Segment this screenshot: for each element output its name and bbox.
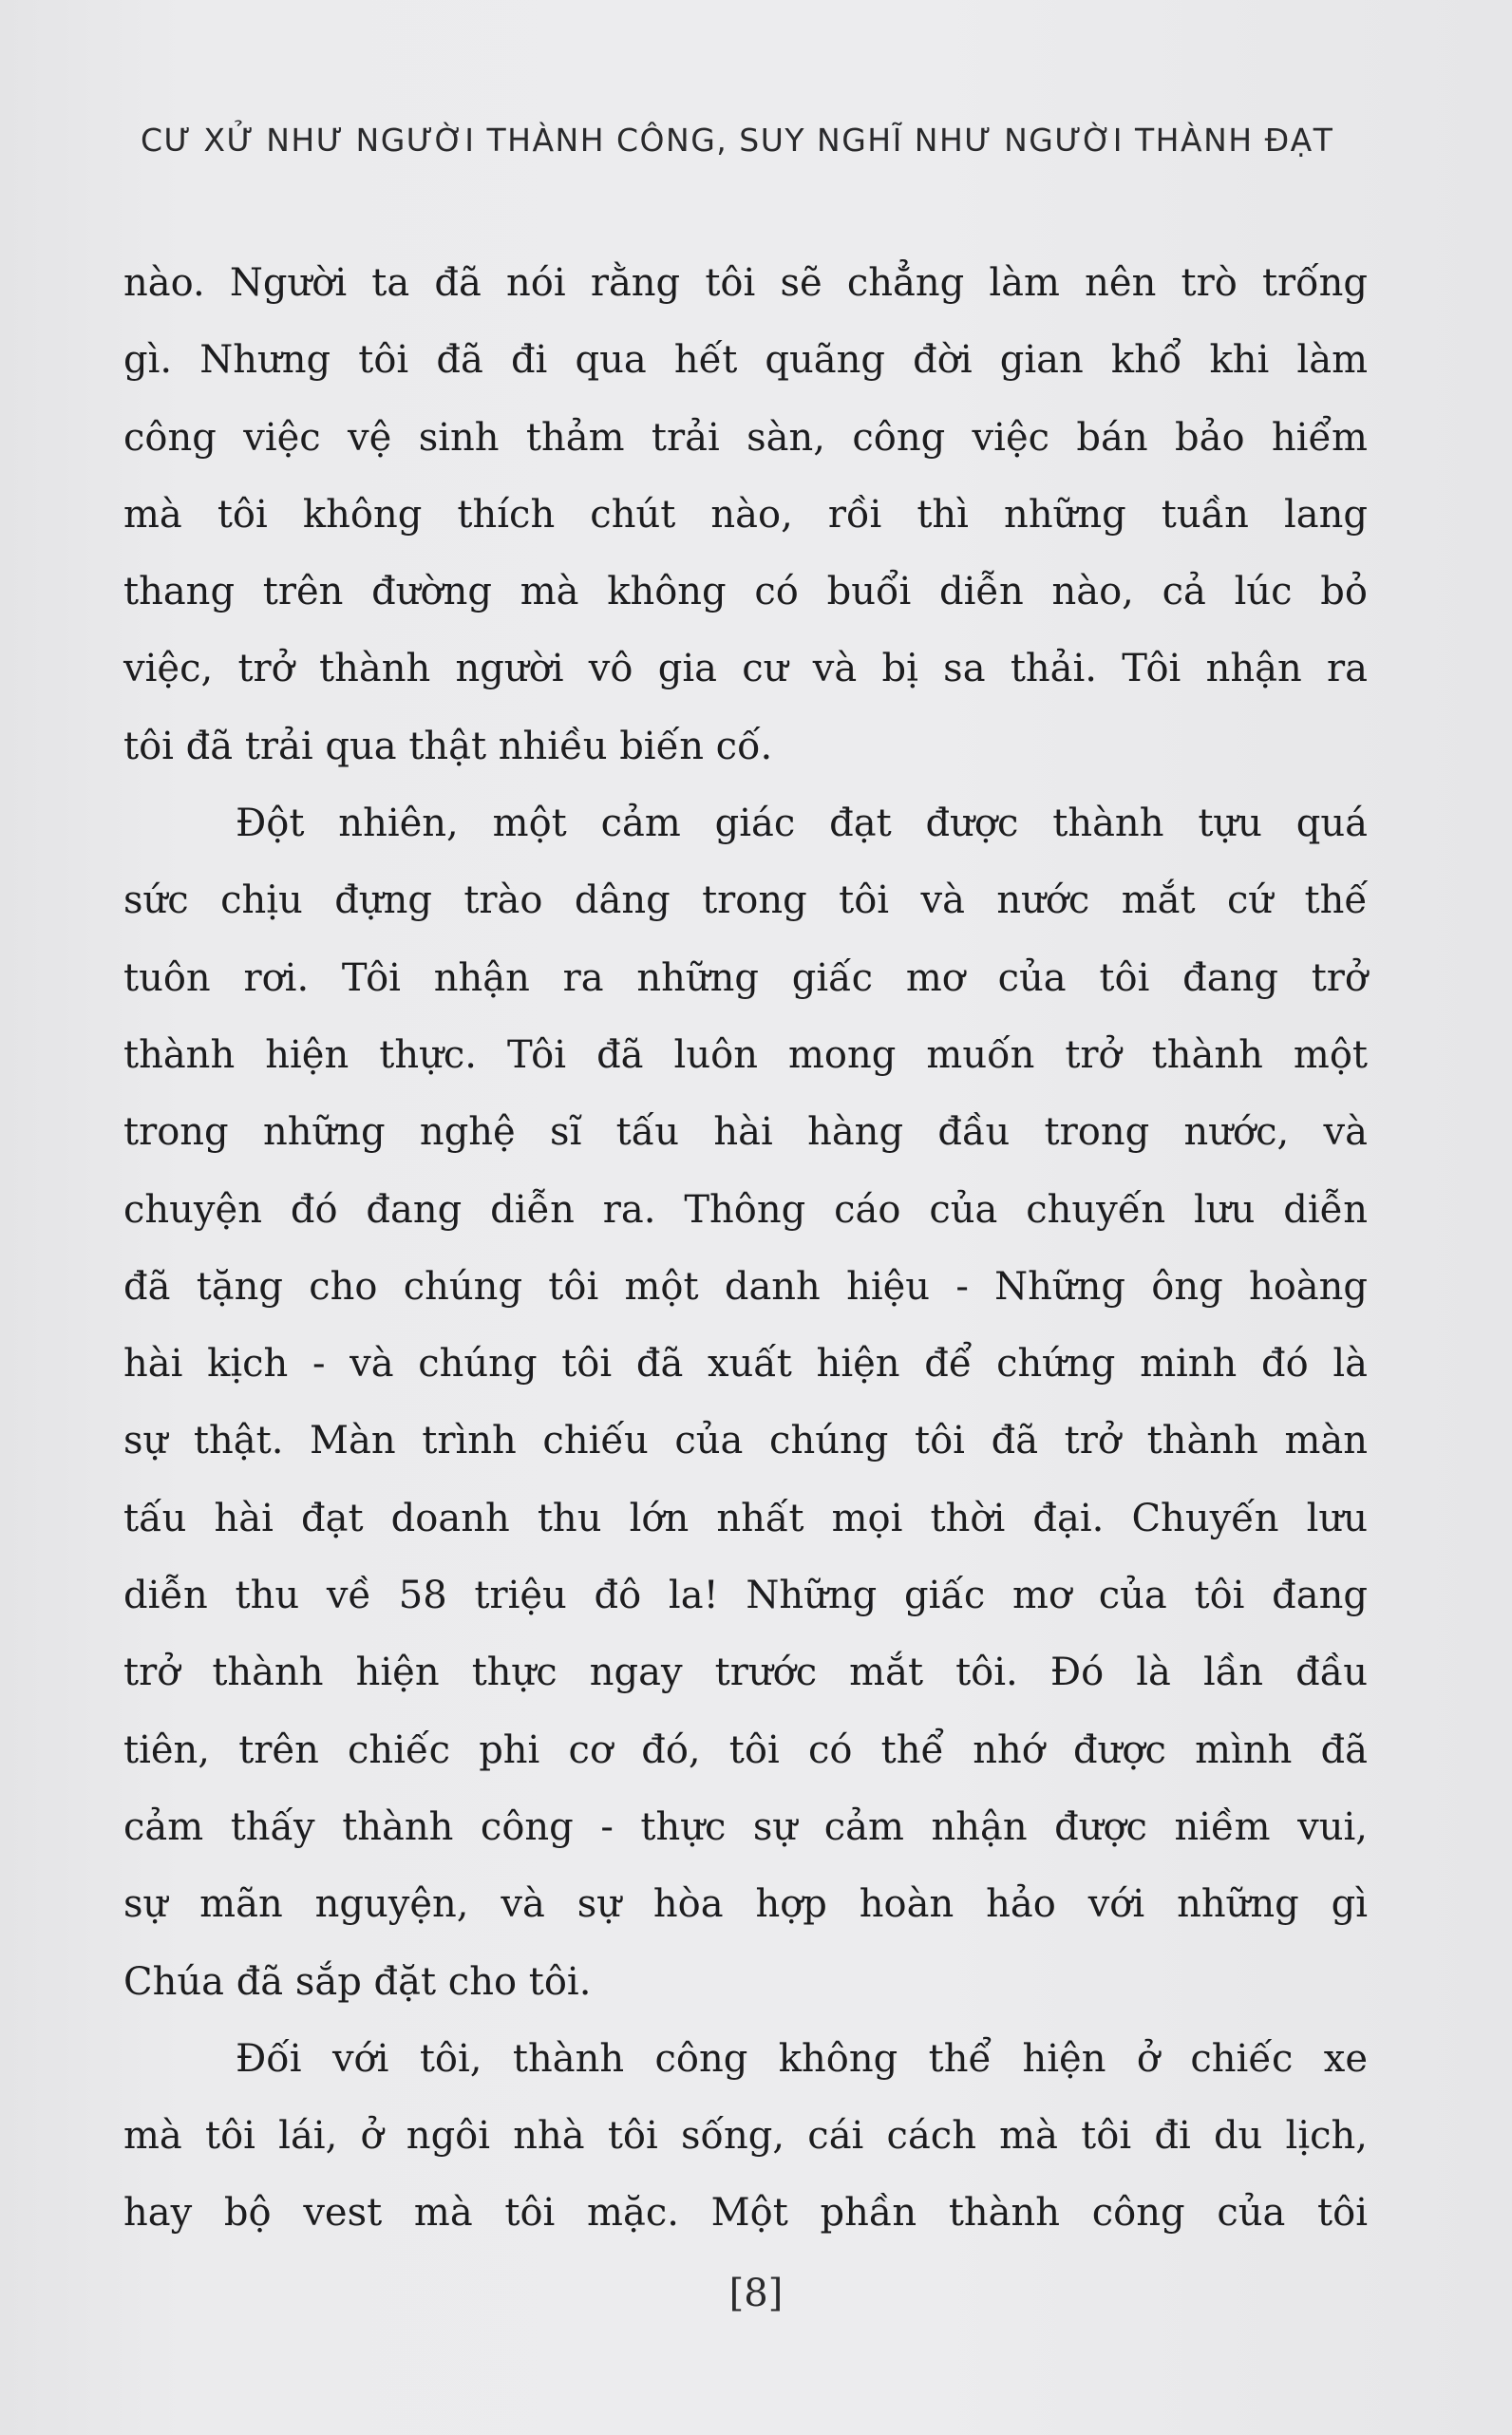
paragraph-1 xyxy=(123,245,1368,785)
text-line: hài kịch - và chúng tôi đã xuất hiện để chứng minh đó là xyxy=(123,1342,1368,1387)
text-line: mà tôi không thích chút nào, rồi thì những tuần lang xyxy=(123,492,1368,537)
text-line: sức chịu đựng trào dâng trong tôi và nước mắt cứ thế xyxy=(123,878,1368,923)
text-line: hay bộ vest mà tôi mặc. Một phần thành công của tôi xyxy=(123,2191,1368,2236)
text-line: đã tặng cho chúng tôi một danh hiệu - Những ông hoàng xyxy=(123,1264,1368,1309)
text-line: việc, trở thành người vô gia cư và bị sa thải. Tôi nhận ra xyxy=(123,647,1368,691)
text-line: diễn thu về 58 triệu đô la! Những giấc mơ của tôi đang xyxy=(123,1574,1368,1618)
text-line: công việc vệ sinh thảm trải sàn, công việc bán bảo hiểm xyxy=(123,415,1368,460)
text-line: thành hiện thực. Tôi đã luôn mong muốn trở thành một xyxy=(123,1032,1368,1077)
body-text xyxy=(123,245,1368,2253)
paragraph-2 xyxy=(123,785,1368,2021)
text-line: trong những nghệ sĩ tấu hài hàng đầu trong nước, và xyxy=(123,1110,1368,1155)
paragraph-3 xyxy=(123,2021,1368,2253)
running-header: CƯ XỬ NHƯ NGƯỜI THÀNH CÔNG, SUY NGHĨ NHƯ NGƯỜI THÀNH ĐẠT xyxy=(141,122,1334,159)
text-line: thang trên đường mà không có buổi diễn nào, cả lúc bỏ xyxy=(123,570,1368,614)
text-line: chuyện đó đang diễn ra. Thông cáo của chuyến lưu diễn xyxy=(123,1187,1368,1232)
text-line: nào. Người ta đã nói rằng tôi sẽ chẳng làm nên trò trống xyxy=(123,261,1368,305)
text-line: Đột nhiên, một cảm giác đạt được thành tựu quá xyxy=(236,802,1368,846)
text-line: gì. Nhưng tôi đã đi qua hết quãng đời gian khổ khi làm xyxy=(123,338,1368,383)
text-line: tuôn rơi. Tôi nhận ra những giấc mơ của tôi đang trở xyxy=(123,955,1368,1000)
text-line: cảm thấy thành công - thực sự cảm nhận được niềm vui, xyxy=(123,1804,1368,1849)
text-line: tôi đã trải qua thật nhiều biến cố. xyxy=(123,724,773,768)
text-line: sự mãn nguyện, và sự hòa hợp hoàn hảo với những gì xyxy=(123,1882,1368,1927)
text-line: Chúa đã sắp đặt cho tôi. xyxy=(123,1959,592,2004)
text-line: sự thật. Màn trình chiếu của chúng tôi đã trở thành màn xyxy=(123,1419,1368,1463)
text-line: tiên, trên chiếc phi cơ đó, tôi có thể nhớ được mình đã xyxy=(123,1727,1368,1772)
text-line: tấu hài đạt doanh thu lớn nhất mọi thời đại. Chuyến lưu xyxy=(123,1496,1368,1540)
text-line: trở thành hiện thực ngay trước mắt tôi. Đó là lần đầu xyxy=(123,1651,1368,1695)
text-line: Đối với tôi, thành công không thể hiện ở chiếc xe xyxy=(236,2036,1368,2081)
page-number: [8] xyxy=(728,2272,784,2315)
text-line: mà tôi lái, ở ngôi nhà tôi sống, cái cách mà tôi đi du lịch, xyxy=(123,2114,1368,2159)
